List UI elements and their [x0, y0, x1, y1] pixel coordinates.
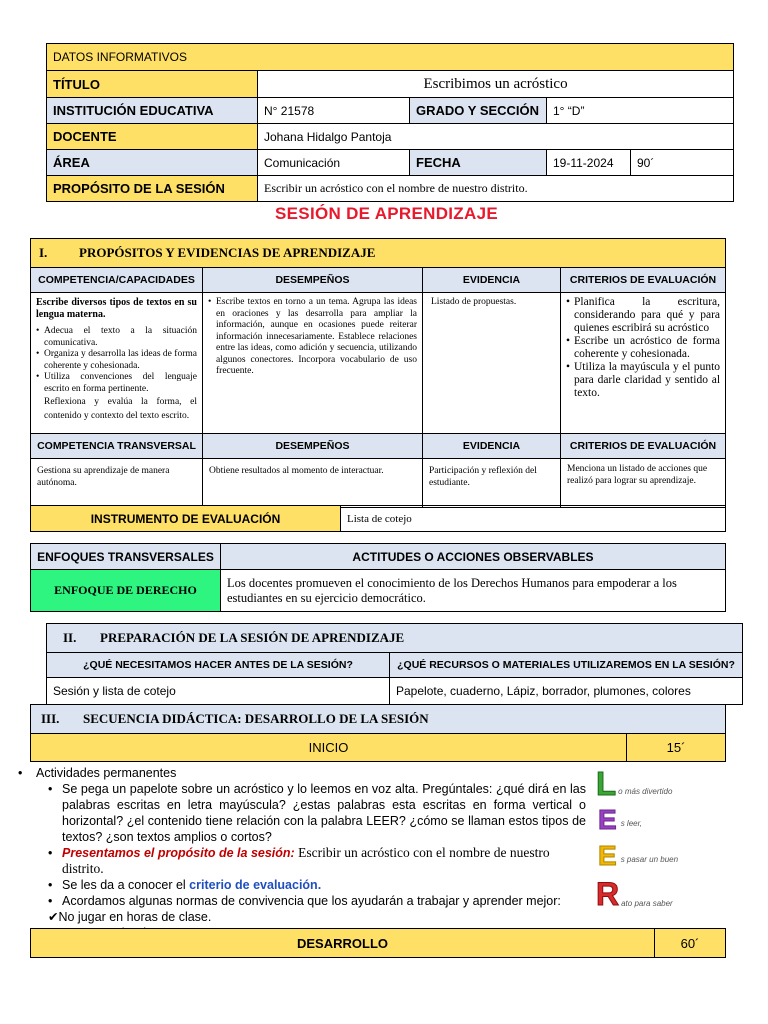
- acrostic-text: o más divertido: [618, 787, 673, 796]
- question-recursos: ¿QUÉ RECURSOS O MATERIALES UTILIZAREMOS EN LA SESIÓN?: [390, 653, 743, 678]
- criterio-pre: Se les da a conocer el: [62, 878, 190, 892]
- section-1-title: PROPÓSITOS Y EVIDENCIAS DE APRENDIZAJE: [79, 245, 376, 260]
- criterios-list: [566, 296, 720, 400]
- section-2-table: [46, 623, 743, 705]
- instrumento-table: [30, 505, 726, 532]
- header-evidencia-2: EVIDENCIA: [423, 434, 561, 459]
- header-criterios-2: CRITERIOS DE EVALUACIÓN: [561, 434, 726, 459]
- inicio-label: INICIO: [31, 734, 627, 762]
- enfoques-header: ENFOQUES TRANSVERSALES: [31, 544, 221, 570]
- evidencia-2-cell: Participación y reflexión del estudiante.: [423, 459, 561, 508]
- bullet-icon: •: [48, 894, 53, 908]
- fecha-value: 19-11-2024: [547, 150, 631, 176]
- grado-value: 1° “D”: [547, 98, 734, 124]
- answer-antes: Sesión y lista de cotejo: [47, 678, 390, 705]
- competencia-title: Escribe diversos tipos de textos en su lengua materna.: [36, 297, 197, 320]
- criterio-2-cell: Menciona un listado de acciones que realizó para lograr su aprendizaje.: [561, 459, 726, 508]
- enfoque-derecho: ENFOQUE DE DERECHO: [31, 570, 221, 612]
- section-3-heading: [31, 705, 726, 734]
- section-3-table: [30, 704, 726, 762]
- titulo-value: Escribimos un acróstico: [258, 71, 734, 98]
- inicio-time: 15´: [627, 734, 726, 762]
- desempeno-cell: [203, 293, 423, 434]
- section-1-heading: [31, 239, 726, 268]
- bullet-icon: •: [48, 782, 53, 796]
- answer-recursos: Papelote, cuaderno, Lápiz, borrador, plumones, colores: [390, 678, 743, 705]
- acrostic-letter: R: [596, 876, 620, 912]
- actitudes-header: ACTITUDES O ACCIONES OBSERVABLES: [221, 544, 726, 570]
- instrumento-value: Lista de cotejo: [341, 506, 726, 532]
- acrostic-line: [596, 878, 673, 910]
- desarrollo-time: 60´: [655, 929, 726, 958]
- acrostic-text: s pasar un buen: [620, 855, 679, 864]
- docente-label: DOCENTE: [47, 124, 258, 150]
- capacidad-item: • Adecua el texto a la situación comunicativa.: [36, 326, 197, 349]
- capacidades-list: [36, 326, 197, 395]
- desempeno-list: [208, 297, 417, 378]
- section-2-number: II.: [63, 630, 77, 645]
- sequence-item-proposito: [48, 845, 586, 877]
- sequence-list: [18, 781, 586, 909]
- institucion-value: N° 21578: [258, 98, 410, 124]
- desempeno-2-cell: Obtiene resultados al momento de interactuar.: [203, 459, 423, 508]
- area-value: Comunicación: [258, 150, 410, 176]
- section-2-title: PREPARACIÓN DE LA SESIÓN DE APRENDIZAJE: [100, 630, 405, 645]
- normas-text: Acordamos algunas normas de convivencia que los ayudarán a trabajar y aprender mejor:: [62, 894, 561, 908]
- titulo-label: TÍTULO: [47, 71, 258, 98]
- actividades-item: [18, 765, 586, 781]
- desarrollo-label: DESARROLLO: [31, 929, 655, 958]
- criterio-link: criterio de evaluación.: [189, 878, 322, 892]
- section-1-number: I.: [39, 245, 48, 260]
- header-competencia-transversal: COMPETENCIA TRANSVERSAL: [31, 434, 203, 459]
- proposito-value: Escribir un acróstico con el nombre de nuestro distrito.: [258, 176, 734, 202]
- acrostic-text: ato para saber: [621, 899, 673, 908]
- section-2-heading: [47, 624, 743, 653]
- section-3-number: III.: [41, 711, 60, 726]
- session-title: SESIÓN DE APRENDIZAJE: [275, 204, 498, 223]
- capacidad-item: • Utiliza convenciones del lenguaje escrito en forma pertinente.: [36, 372, 197, 395]
- proposito-label-red: Presentamos el propósito de la sesión:: [62, 846, 295, 860]
- desarrollo-table: [30, 928, 726, 958]
- acrostic-letter: E: [598, 804, 617, 835]
- sequence-item: [48, 781, 586, 845]
- header-desempenos: DESEMPEÑOS: [203, 268, 423, 293]
- header-desempenos-2: DESEMPEÑOS: [203, 434, 423, 459]
- acrostic-image: [594, 766, 722, 926]
- proposito-label: PROPÓSITO DE LA SESIÓN: [47, 176, 258, 202]
- instrumento-label: INSTRUMENTO DE EVALUACIÓN: [31, 506, 341, 532]
- capacidad-item: • Organiza y desarrolla las ideas de forma coherente y cohesionada.: [36, 349, 197, 372]
- acrostic-line: [598, 806, 642, 834]
- header-evidencia: EVIDENCIA: [423, 268, 561, 293]
- acrostic-line: [596, 765, 673, 802]
- competencia-cell: [31, 293, 203, 434]
- acrostic-letter: E: [598, 840, 617, 871]
- header-competencia: COMPETENCIA/CAPACIDADES: [31, 268, 203, 293]
- capacidad-extra: Reflexiona y evalúa la forma, el contenido y contexto del texto escrito.: [44, 397, 197, 421]
- datos-informativos-table: [46, 43, 734, 202]
- acrostic-letter: L: [596, 765, 617, 802]
- area-label: ÁREA: [47, 150, 258, 176]
- datos-header: DATOS INFORMATIVOS: [47, 44, 734, 71]
- proposito-text: Escribir un acróstico con el nombre de nuestro distrito.: [62, 845, 550, 876]
- institucion-label: INSTITUCIÓN EDUCATIVA: [47, 98, 258, 124]
- criterio-item: • Escribe un acróstico de forma coherente y cohesionada.: [566, 335, 720, 361]
- grado-label: GRADO Y SECCIÓN: [410, 98, 547, 124]
- transversal-cell: Gestiona su aprendizaje de manera autónoma.: [31, 459, 203, 508]
- criterio-item: • Planifica la escritura, considerando para qué y para quienes escribirá su acróstico: [566, 296, 720, 335]
- bullet-icon: •: [48, 846, 53, 860]
- fecha-label: FECHA: [410, 150, 547, 176]
- evidencia-cell: [423, 293, 561, 434]
- acrostic-text: s leer,: [620, 819, 643, 828]
- actividades-text: Actividades permanentes: [36, 766, 177, 780]
- sequence-item-criterio: [48, 877, 586, 893]
- bullet-icon: •: [18, 766, 23, 780]
- header-criterios: CRITERIOS DE EVALUACIÓN: [561, 268, 726, 293]
- section-1-table: [30, 238, 726, 508]
- evidencia-text: Listado de propuestas.: [431, 297, 517, 307]
- norma-text: No jugar en horas de clase.: [58, 910, 212, 924]
- question-antes: ¿QUÉ NECESITAMOS HACER ANTES DE LA SESIÓN?: [47, 653, 390, 678]
- acrostic-line: [598, 842, 678, 870]
- criterio-item: • Utiliza la mayúscula y el punto para darle claridad y sentido al texto.: [566, 361, 720, 400]
- norma-item: [18, 909, 586, 925]
- sequence-item-normas: [48, 893, 586, 909]
- duracion-value: 90´: [631, 150, 734, 176]
- checkmark-icon: ✔: [48, 910, 59, 924]
- section-3-title: SECUENCIA DIDÁCTICA: DESARROLLO DE LA SESIÓN: [83, 711, 429, 726]
- enfoques-table: [30, 543, 726, 612]
- sequence-item-text: Se pega un papelote sobre un acróstico y lo leemos en voz alta. Pregúntales: ¿qué dirá en las palabras escritas en letra mayúscula? ¿estas palabras esta escritas en forma vertical o horizontal? ¿el contenido tiene relación con la palabra LEER? ¿cómo se llaman estos tipos de textos? ¿son textos amplios o cortos?: [62, 782, 586, 844]
- desempeno-text: • Escribe textos en torno a un tema. Agrupa las ideas en oraciones y las desarrolla para ampliar la información, aunque en ocasiones puede reiterar información innecesariamente. Establece relaciones entre las ideas, como adición y secuencia, utilizando algunos conectores. Incorpora vocabulario de uso frecuente.: [208, 297, 417, 378]
- bullet-icon: •: [48, 878, 53, 892]
- criterios-cell: [561, 293, 726, 434]
- actitud-text: Los docentes promueven el conocimiento de los Derechos Humanos para empoderar a los estudiantes en su ejercicio democrático.: [221, 570, 726, 612]
- docente-value: Johana Hidalgo Pantoja: [258, 124, 734, 150]
- inicio-content: [18, 765, 586, 941]
